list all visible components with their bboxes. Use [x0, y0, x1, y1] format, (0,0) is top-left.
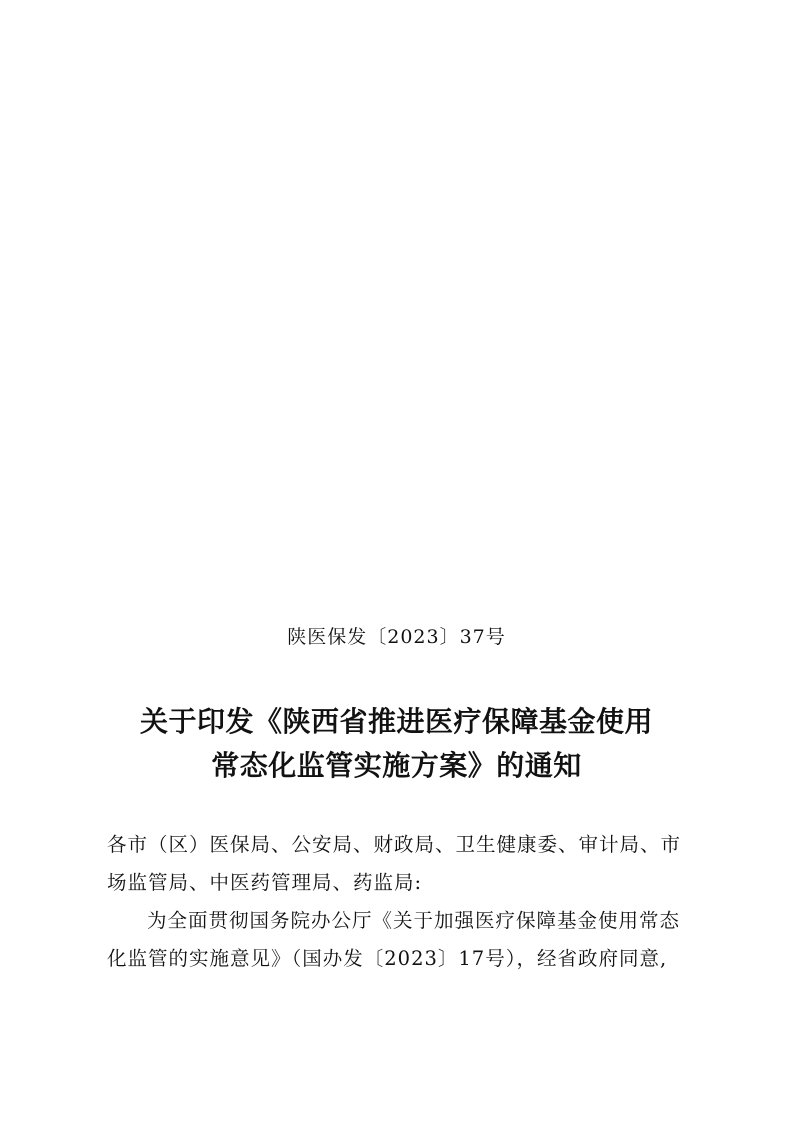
title-line-2: 常态化监管实施方案》的通知	[211, 749, 582, 782]
body-paragraph	[107, 902, 692, 978]
addressee-block	[107, 826, 692, 902]
body-line-1: 为全面贯彻国务院办公厅《关于加强医疗保障基金使用常态	[147, 909, 681, 932]
document-title	[0, 700, 793, 788]
addressee-line-2: 场监管局、中医药管理局、药监局:	[107, 871, 423, 894]
body-line-2: 化监管的实施意见》（国办发〔2023〕17号），经省政府同意,	[107, 947, 668, 970]
document-number: 陕医保发〔2023〕37号	[287, 626, 506, 648]
addressee-line-1: 各市（区）医保局、公安局、财政局、卫生健康委、审计局、市	[107, 833, 682, 856]
title-line-1: 关于印发《陕西省推进医疗保障基金使用	[139, 705, 653, 738]
